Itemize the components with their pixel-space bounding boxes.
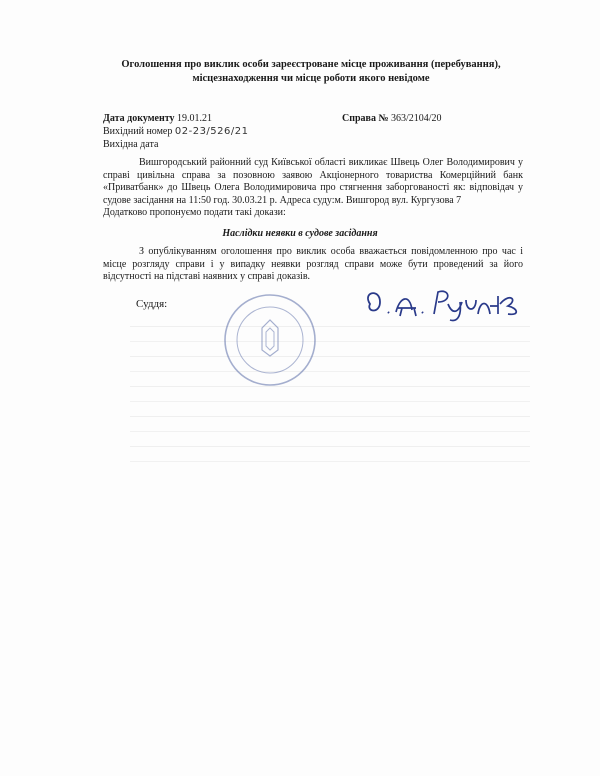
judge-signature [358,282,528,322]
case-value: 363/2104/20 [391,113,442,124]
bleed-through-text [130,318,530,488]
court-stamp-icon [222,292,318,388]
judge-label: Суддя: [136,298,168,310]
date-label: Дата документу [103,113,175,124]
case-label: Справа № [342,113,389,124]
case-row [342,112,442,125]
consequences-paragraph: З опублікуванням оголошення про виклик особа вважається повідомленною про час і місце розгляду справи і у випадку неявки розгляд справи може бути проведений за його відсутності на підставі наявних у справі доказів. [103,246,523,282]
date-row [103,112,212,125]
consequences-heading: Наслідки неявки в судове засідання [222,228,378,239]
evidence-paragraph: Додатково пропонуємо подати такі докази: [103,207,286,218]
outgoing-date-row [103,138,158,151]
outgoing-number-value: 02-23/526/21 [174,126,249,137]
summons-paragraph: Вишгородський районний суд Київської області викликає Швець Олег Володимирович у справі цивільна справа за позовною заявою Акціонерного товариства Комерційний банк «Приватбанк» до Швець Олега Володимировича про стягнення заборгованості як: відповідач у судове засідання на 11:50 год. 30.03.21 р. Адреса суду:м. Вишгород вул. Кургузова 7 [103,157,523,206]
title-line-2: місцезнаходження чи місце роботи якого невідоме [192,73,430,84]
outgoing-number-label: Вихідний номер [103,126,173,137]
date-value: 19.01.21 [177,113,212,124]
outgoing-number-row [103,125,248,138]
document-title [80,58,542,86]
outgoing-date-label: Вихідна дата [103,139,159,150]
title-line-1: Оголошення про виклик особи зареєстроване місце проживання (перебування), [121,59,501,70]
